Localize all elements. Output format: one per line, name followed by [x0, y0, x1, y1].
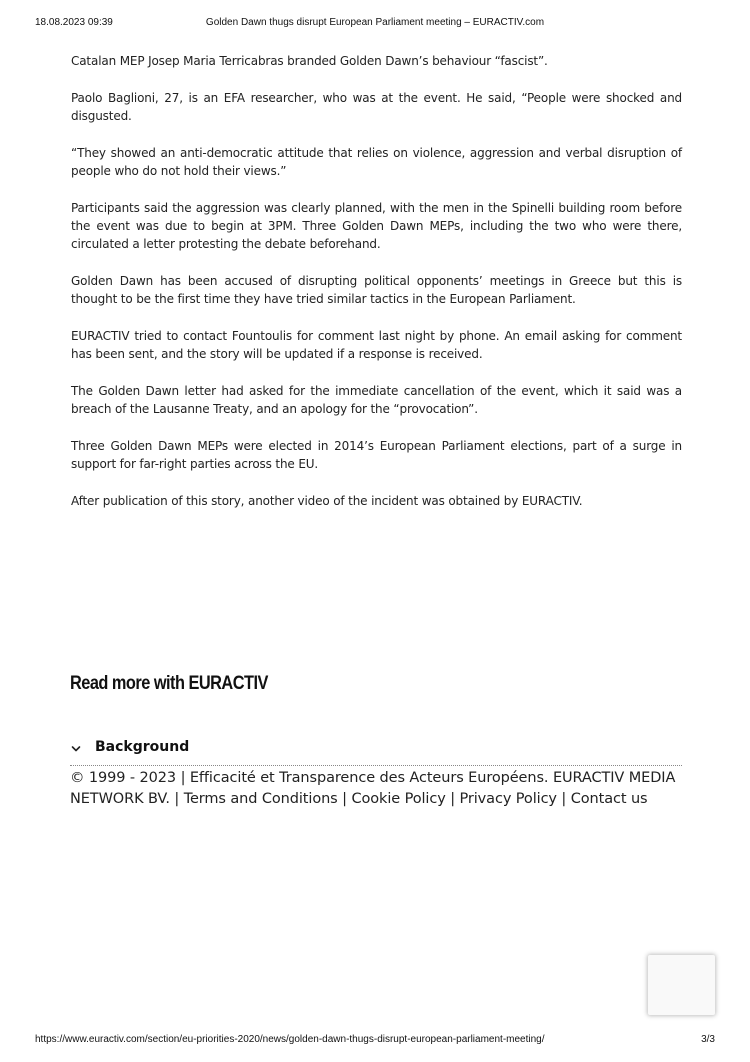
- print-date: 18.08.2023 09:39: [35, 17, 113, 28]
- print-page-number: 3/3: [701, 1034, 715, 1045]
- article-paragraph: “They showed an anti-democratic attitude that relies on violence, aggression and verbal disruption of people who do not hold their views.”: [71, 146, 682, 178]
- print-header: [35, 17, 715, 31]
- article-paragraph: Participants said the aggression was clearly planned, with the men in the Spinelli building room before the event was due to begin at 3PM. Three Golden Dawn MEPs, including the two who were there, circulated a letter protesting the debate beforehand.: [71, 201, 682, 251]
- site-footer: [70, 768, 685, 810]
- article-paragraph: Paolo Baglioni, 27, is an EFA researcher, who was at the event. He said, “People were shocked and disgusted.: [71, 91, 682, 123]
- article-paragraph: Catalan MEP Josep Maria Terricabras branded Golden Dawn’s behaviour “fascist”.: [71, 54, 548, 68]
- background-label: Background: [95, 739, 190, 755]
- footer-separator: |: [337, 791, 352, 807]
- recaptcha-badge[interactable]: [648, 955, 715, 1015]
- chevron-down-icon: [70, 741, 82, 755]
- article-paragraph: Three Golden Dawn MEPs were elected in 2014’s European Parliament elections, part of a surge in support for far-right parties across the EU.: [71, 439, 682, 471]
- contact-link[interactable]: Contact us: [570, 791, 648, 807]
- print-page-title: Golden Dawn thugs disrupt European Parliament meeting – EURACTIV.com: [205, 17, 545, 28]
- privacy-policy-link[interactable]: Privacy Policy: [459, 791, 557, 807]
- copyright-text: © 1999 - 2023 | Efficacité et Transparence des Acteurs Européens. EURACTIV MEDIA NETWORK BV.: [70, 770, 676, 807]
- article-paragraph: After publication of this story, another video of the incident was obtained by EURACTIV.: [71, 494, 583, 508]
- article-paragraph: The Golden Dawn letter had asked for the immediate cancellation of the event, which it said was a breach of the Lausanne Treaty, and an apology for the “provocation”.: [71, 384, 682, 416]
- print-url: https://www.euractiv.com/section/eu-priorities-2020/news/golden-dawn-thugs-disrupt-european-parliament-meeting/: [35, 1034, 545, 1045]
- article-paragraph: EURACTIV tried to contact Fountoulis for comment last night by phone. An email asking for comment has been sent, and the story will be updated if a response is received.: [71, 329, 682, 361]
- footer-separator: |: [445, 791, 460, 807]
- read-more-heading: Read more with EURACTIV: [70, 673, 268, 694]
- terms-link[interactable]: Terms and Conditions: [183, 791, 338, 807]
- print-footer: [35, 1034, 715, 1048]
- cookie-policy-link[interactable]: Cookie Policy: [351, 791, 446, 807]
- article-paragraph: Golden Dawn has been accused of disrupting political opponents’ meetings in Greece but this is thought to be the first time they have tried similar tactics in the European Parliament.: [71, 274, 682, 306]
- background-accordion[interactable]: [70, 739, 682, 766]
- footer-separator: |: [169, 791, 184, 807]
- article-body: [71, 52, 682, 529]
- footer-separator: |: [556, 791, 571, 807]
